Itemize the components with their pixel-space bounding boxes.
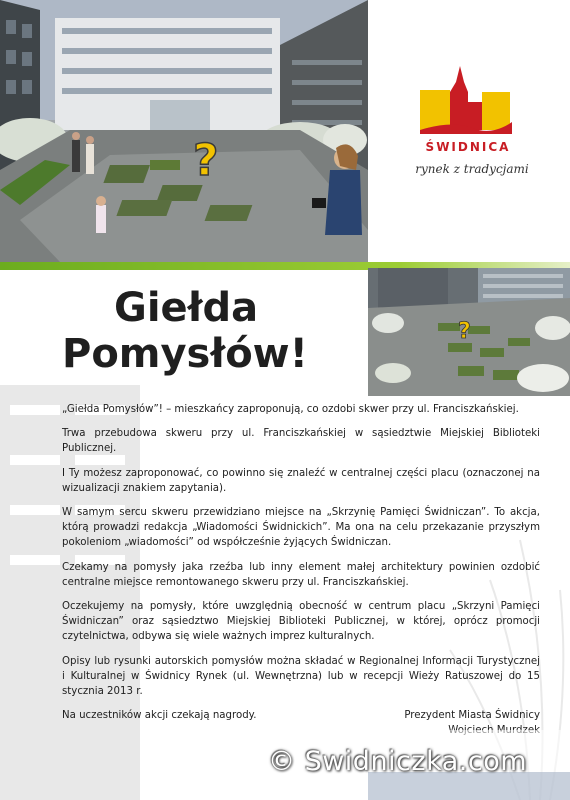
prizes-note: Na uczestników akcji czekają nagrody. bbox=[62, 710, 257, 721]
square-rendering bbox=[0, 0, 368, 262]
logo-name: ŚWIDNICA bbox=[425, 140, 511, 154]
svg-text:?: ? bbox=[458, 319, 471, 344]
paragraph: Oczekujemy na pomysły, które uwzględnią obecność w centrum placu „Skrzyni Pamięci Świdniczan” oraz sąsiedztwo Miejskiej Biblioteki Publicznej, w której, oprócz promocji czytelnictwa, odbywa się wiele ważnych imprez kulturalnych. bbox=[62, 601, 540, 643]
page-title bbox=[62, 285, 308, 377]
paragraph: Czekamy na pomysły jaka rzeźba lub inny element małej architektury powinien ozdobić centralne miejsce remontowanego skweru przy ul. Franciszkańskiej. bbox=[62, 561, 540, 588]
square-rendering-aerial bbox=[368, 268, 570, 396]
paragraph: W samym sercu skweru przewidziano miejsce na „Skrzynię Pamięci Świdniczan”. To akcja, którą prowadzi redakcja „Wiadomości Świdnickich”. Ma ona na celu przekazanie przyszłym pokoleniom „wiadomości” od współcześnie żyjących Świdniczan. bbox=[62, 507, 540, 549]
announcement-body bbox=[62, 402, 540, 708]
title-line-2: Pomysłów! bbox=[62, 331, 308, 377]
small-visualization-image bbox=[368, 268, 570, 396]
paragraph: „Giełda Pomysłów”! – mieszkańcy zaproponują, co ozdobi skwer przy ul. Franciszkańskiej. bbox=[62, 404, 519, 415]
title-line-1: Giełda bbox=[114, 285, 259, 331]
svg-text:?: ? bbox=[193, 135, 219, 186]
paragraph: Opisy lub rysunki autorskich pomysłów można składać w Regionalnej Informacji Turystycznej i Kulturalnej w Świdnicy Rynek (ul. Wewnętrzna) lub w recepcji Wieży Ratuszowej do 15 stycznia 2013 r. bbox=[62, 655, 540, 698]
paragraph: I Ty możesz zaproponować, co powinno się znaleźć w centralnej części placu (oznaczonej na wizualizacji znakiem zapytania). bbox=[62, 467, 540, 494]
watermark-text: © Swidniczka.com bbox=[268, 746, 528, 777]
paragraph: Trwa przebudowa skweru przy ul. Franciszkańskiej w sąsiedztwie Miejskiej Biblioteki Publicznej. bbox=[62, 428, 540, 455]
logo-tagline: rynek z tradycjami bbox=[415, 162, 529, 176]
swidnica-logo-icon bbox=[412, 62, 522, 142]
hero-visualization-image bbox=[0, 0, 368, 262]
signature-title: Prezydent Miasta Świdnicy bbox=[404, 710, 540, 721]
